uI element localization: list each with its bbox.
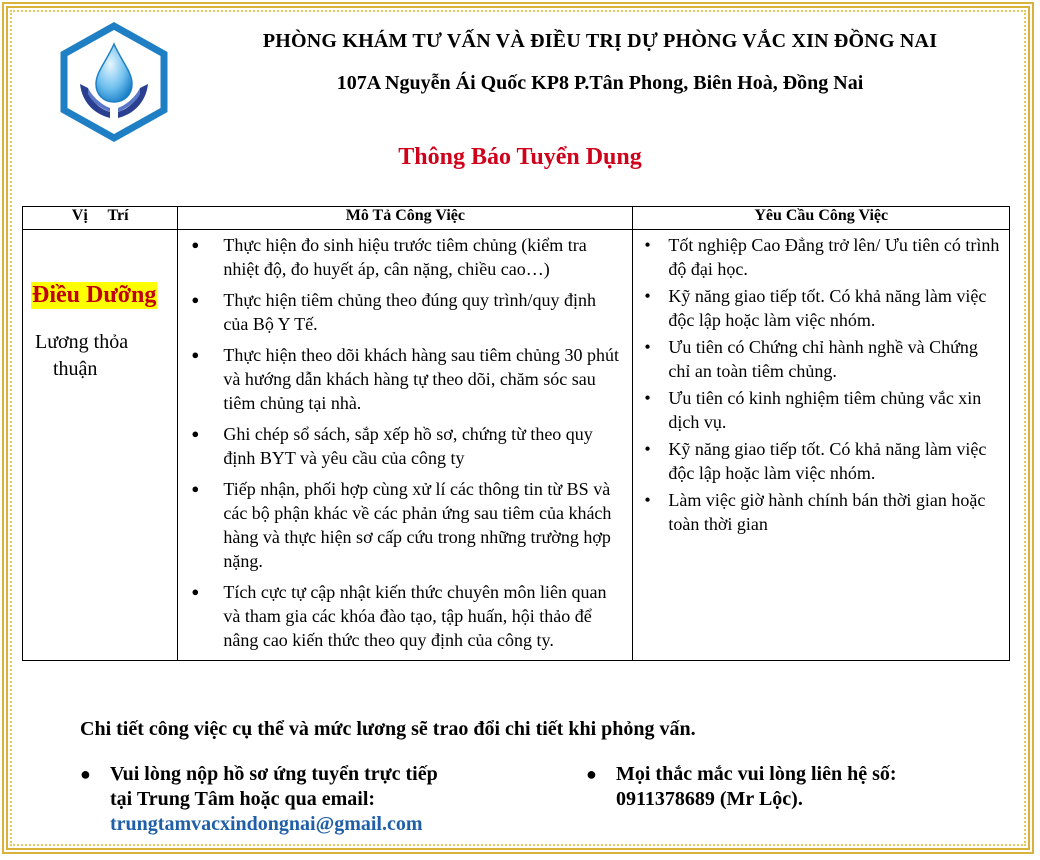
- apply-line: Vui lòng nộp hồ sơ ứng tuyển trực tiếp: [110, 763, 438, 785]
- clinic-name: PHÒNG KHÁM TƯ VẤN VÀ ĐIỀU TRỊ DỰ PHÒNG VẮC XIN ĐỒNG NAI: [262, 30, 938, 52]
- table-row: [23, 230, 1010, 661]
- salary-note: Chi tiết công việc cụ thể và mức lương sẽ trao đổi chi tiết khi phỏng vấn.: [80, 718, 696, 740]
- clinic-address: 107A Nguyễn Ái Quốc KP8 P.Tân Phong, Biên Hoà, Đồng Nai: [336, 72, 864, 94]
- table-header-row: [23, 207, 1010, 230]
- list-item: ● Thực hiện theo dõi khách hàng sau tiêm chủng 30 phút và hướng dẫn khách hàng tự theo dõi, chăm sóc sau tiêm chủng tại nhà.: [179, 343, 625, 415]
- list-item: • Ưu tiên có kinh nghiệm tiêm chủng vắc xin dịch vụ.: [634, 386, 1002, 434]
- salary-text: [23, 329, 177, 383]
- apply-line: tại Trung Tâm hoặc qua email:: [110, 788, 376, 810]
- position-title: Điều Dưỡng: [32, 282, 157, 308]
- list-item: ● Tiếp nhận, phối hợp cùng xử lí các thông tin từ BS và các bộ phận khác về các phản ứng sau tiêm của khách hàng và thực hiện sơ cấp cứu trong những trường hợp nặng.: [179, 477, 625, 573]
- phone-number: 0911378689 (Mr Lộc).: [616, 788, 803, 810]
- apply-info: [80, 762, 540, 837]
- description-list: [179, 233, 631, 652]
- list-item: • Kỹ năng giao tiếp tốt. Có khả năng làm việc độc lập hoặc làm việc nhóm.: [634, 284, 1002, 332]
- email-link[interactable]: trungtamvacxindongnai@gmail.com: [110, 813, 423, 835]
- list-item: ● Thực hiện tiêm chủng theo đúng quy trình/quy định của Bộ Y Tế.: [179, 288, 625, 336]
- notice-title: Thông Báo Tuyển Dụng: [398, 144, 642, 170]
- list-item: ● Ghi chép sổ sách, sắp xếp hồ sơ, chứng từ theo quy định BYT và yêu cầu của công ty: [179, 422, 625, 470]
- list-item: • Tốt nghiệp Cao Đẳng trở lên/ Ưu tiên có trình độ đại học.: [634, 233, 1002, 281]
- salary-line: thuận: [53, 358, 98, 380]
- header-description: Mô Tả Công Việc: [178, 207, 633, 230]
- position-cell: [23, 230, 178, 661]
- header-position: Vị Trí: [23, 207, 178, 230]
- job-table: [22, 206, 1010, 661]
- list-item: • Làm việc giờ hành chính bán thời gian hoặc toàn thời gian: [634, 488, 1002, 536]
- water-drop-hands-hexagon-icon: [58, 22, 170, 142]
- salary-line: Lương thỏa: [35, 331, 129, 353]
- bullet-icon: ●: [586, 764, 597, 784]
- requirements-list: [634, 233, 1008, 536]
- description-cell: [178, 230, 633, 661]
- list-item: ● Thực hiện đo sinh hiệu trước tiêm chủng (kiểm tra nhiệt độ, đo huyết áp, cân nặng, chiều cao…): [179, 233, 625, 281]
- list-item: • Kỹ năng giao tiếp tốt. Có khả năng làm việc độc lập hoặc làm việc nhóm.: [634, 437, 1002, 485]
- phone-info: [586, 762, 1006, 812]
- bullet-icon: ●: [80, 764, 91, 784]
- list-item: ● Tích cực tự cập nhật kiến thức chuyên môn liên quan và tham gia các khóa đào tạo, tập huấn, hội thảo để nâng cao kiến thức theo quy định của công ty.: [179, 580, 625, 652]
- requirements-cell: [633, 230, 1010, 661]
- header-requirements: Yêu Cầu Công Việc: [633, 207, 1010, 230]
- phone-line: Mọi thắc mắc vui lòng liên hệ số:: [616, 763, 897, 785]
- list-item: • Ưu tiên có Chứng chỉ hành nghề và Chứng chỉ an toàn tiêm chủng.: [634, 335, 1002, 383]
